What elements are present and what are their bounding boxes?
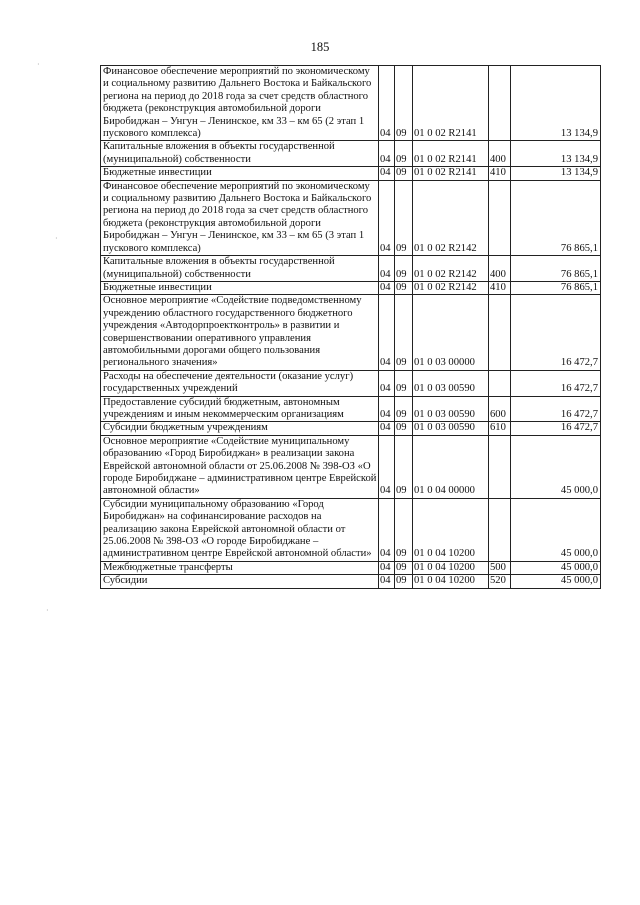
section-code: 04 (379, 575, 395, 588)
subsection-code: 09 (395, 561, 413, 574)
amount: 45 000,0 (511, 498, 601, 561)
table-row (101, 422, 601, 435)
row-name: Субсидии муниципальному образованию «Город Биробиджан» на софинансирование расходов на реализацию закона Еврейской автономной области от 25.06.2008 № 398-ОЗ «О городе Биробиджане – административном центре Еврейской автономной области» (101, 498, 379, 561)
page-number: 185 (310, 40, 330, 54)
subsection-code: 09 (395, 396, 413, 422)
row-name: Капитальные вложения в объекты государственной (муниципальной) собственности (101, 141, 379, 167)
table-row (101, 141, 601, 167)
table-row (101, 295, 601, 370)
expense-type-code: 400 (489, 256, 511, 282)
expense-type-code (489, 295, 511, 370)
row-name: Предоставление субсидий бюджетным, автономным учреждениям и иным некоммерческим организациям (101, 396, 379, 422)
target-article-code: 01 0 03 00000 (413, 295, 489, 370)
target-article-code: 01 0 03 00590 (413, 370, 489, 396)
row-name: Расходы на обеспечение деятельности (оказание услуг) государственных учреждений (101, 370, 379, 396)
target-article-code: 01 0 04 10200 (413, 498, 489, 561)
target-article-code: 01 0 02 R2141 (413, 141, 489, 167)
subsection-code: 09 (395, 141, 413, 167)
row-name: Субсидии бюджетным учреждениям (101, 422, 379, 435)
expense-type-code (489, 370, 511, 396)
subsection-code: 09 (395, 295, 413, 370)
amount: 13 134,9 (511, 167, 601, 180)
table-row (101, 435, 601, 498)
amount: 13 134,9 (511, 141, 601, 167)
expense-type-code: 400 (489, 141, 511, 167)
subsection-code: 09 (395, 435, 413, 498)
expense-type-code: 410 (489, 167, 511, 180)
target-article-code: 01 0 04 00000 (413, 435, 489, 498)
section-code: 04 (379, 180, 395, 255)
budget-table (100, 65, 601, 589)
target-article-code: 01 0 03 00590 (413, 396, 489, 422)
table-row (101, 575, 601, 588)
amount: 76 865,1 (511, 281, 601, 294)
expense-type-code: 600 (489, 396, 511, 422)
subsection-code: 09 (395, 256, 413, 282)
row-name: Финансовое обеспечение мероприятий по экономическому и социальному развитию Дальнего Востока и Байкальского региона на период до 2018 года за счет средств областного бюджета (реконструкция автомобильной дороги Биробиджан – Унгун – Ленинское, км 33 – км 65 (3 этап 1 пускового комплекса) (101, 180, 379, 255)
row-name: Капитальные вложения в объекты государственной (муниципальной) собственности (101, 256, 379, 282)
target-article-code: 01 0 02 R2141 (413, 66, 489, 141)
expense-type-code: 520 (489, 575, 511, 588)
row-name: Межбюджетные трансферты (101, 561, 379, 574)
subsection-code: 09 (395, 575, 413, 588)
section-code: 04 (379, 422, 395, 435)
row-name: Основное мероприятие «Содействие подведомственному учреждению областного государственного бюджетного учреждения «Автодорпроектконтроль» в развитии и совершенствовании оперативного управления автомобильными дорогами общего пользования регионального значения» (101, 295, 379, 370)
target-article-code: 01 0 02 R2142 (413, 256, 489, 282)
amount: 13 134,9 (511, 66, 601, 141)
table-row (101, 66, 601, 141)
section-code: 04 (379, 141, 395, 167)
section-code: 04 (379, 561, 395, 574)
target-article-code: 01 0 02 R2142 (413, 281, 489, 294)
subsection-code: 09 (395, 180, 413, 255)
section-code: 04 (379, 167, 395, 180)
table-row (101, 167, 601, 180)
subsection-code: 09 (395, 422, 413, 435)
amount: 16 472,7 (511, 370, 601, 396)
amount: 45 000,0 (511, 561, 601, 574)
table-row (101, 561, 601, 574)
expense-type-code (489, 498, 511, 561)
expense-type-code: 610 (489, 422, 511, 435)
table-row (101, 396, 601, 422)
scan-speck: · (55, 234, 58, 243)
target-article-code: 01 0 02 R2142 (413, 180, 489, 255)
section-code: 04 (379, 370, 395, 396)
table-row (101, 256, 601, 282)
row-name: Субсидии (101, 575, 379, 588)
target-article-code: 01 0 03 00590 (413, 422, 489, 435)
expense-type-code (489, 180, 511, 255)
row-name: Основное мероприятие «Содействие муниципальному образованию «Город Биробиджан» в реализации закона Еврейской автономной области от 25.06.2008 № 398-ОЗ «О городе Биробиджане – административном центре Еврейской автономной области» (101, 435, 379, 498)
amount: 76 865,1 (511, 256, 601, 282)
section-code: 04 (379, 66, 395, 141)
scan-speck: · (37, 60, 40, 69)
row-name: Бюджетные инвестиции (101, 281, 379, 294)
target-article-code: 01 0 04 10200 (413, 561, 489, 574)
expense-type-code (489, 435, 511, 498)
subsection-code: 09 (395, 498, 413, 561)
section-code: 04 (379, 281, 395, 294)
subsection-code: 09 (395, 66, 413, 141)
table-row (101, 370, 601, 396)
subsection-code: 09 (395, 167, 413, 180)
expense-type-code: 410 (489, 281, 511, 294)
row-name: Бюджетные инвестиции (101, 167, 379, 180)
target-article-code: 01 0 04 10200 (413, 575, 489, 588)
amount: 45 000,0 (511, 435, 601, 498)
amount: 16 472,7 (511, 295, 601, 370)
scan-speck: · (46, 606, 49, 615)
row-name: Финансовое обеспечение мероприятий по экономическому и социальному развитию Дальнего Востока и Байкальского региона на период до 2018 года за счет средств областного бюджета (реконструкция автомобильной дороги Биробиджан – Унгун – Ленинское, км 33 – км 65 (2 этап 1 пускового комплекса) (101, 66, 379, 141)
section-code: 04 (379, 498, 395, 561)
amount: 16 472,7 (511, 396, 601, 422)
amount: 45 000,0 (511, 575, 601, 588)
section-code: 04 (379, 295, 395, 370)
subsection-code: 09 (395, 370, 413, 396)
section-code: 04 (379, 396, 395, 422)
amount: 16 472,7 (511, 422, 601, 435)
section-code: 04 (379, 435, 395, 498)
table-row (101, 498, 601, 561)
table-row (101, 281, 601, 294)
expense-type-code: 500 (489, 561, 511, 574)
subsection-code: 09 (395, 281, 413, 294)
expense-type-code (489, 66, 511, 141)
table-row (101, 180, 601, 255)
amount: 76 865,1 (511, 180, 601, 255)
section-code: 04 (379, 256, 395, 282)
target-article-code: 01 0 02 R2141 (413, 167, 489, 180)
budget-table-body (101, 66, 601, 589)
